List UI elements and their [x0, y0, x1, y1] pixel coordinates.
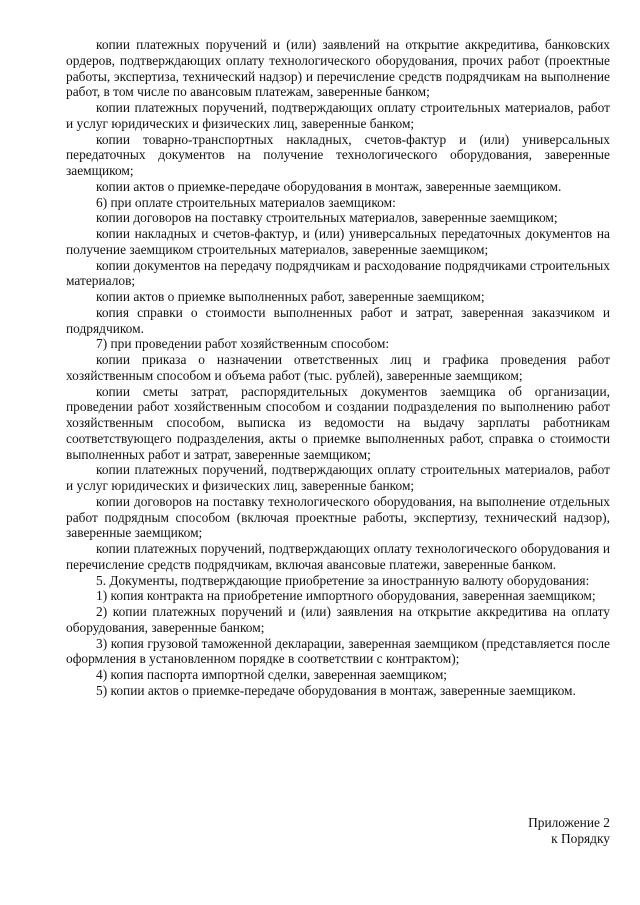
- appendix-caption: [528, 815, 610, 847]
- paragraph: копии платежных поручений и (или) заявлений на открытие аккредитива, банковских ордеров, подтверждающих оплату технологического оборудования, прочих работ (проектные работы, экспертиза, технический надзор) и перечисление средств подрядчикам на выполнение работ, в том числе по авансовым платежам, заверенные банком;: [66, 37, 610, 100]
- paragraph: копии договоров на поставку строительных материалов, заверенные заемщиком;: [96, 210, 558, 226]
- paragraph: копия справки о стоимости выполненных работ и затрат, заверенная заказчиком и подрядчиком.: [66, 304, 610, 336]
- paragraph: копии платежных поручений, подтверждающих оплату технологического оборудования и перечисление средств подрядчикам, включая авансовые платежи, заверенные банком.: [66, 541, 610, 572]
- paragraph: копии договоров на поставку технологического оборудования, на выполнение отдельных работ подрядным способом (включая проектные работы, экспертизу, технический надзор), заверенные заемщиком;: [66, 493, 610, 541]
- paragraph: 7) при проведении работ хозяйственным способом:: [96, 336, 390, 352]
- paragraph: 3) копия грузовой таможенной декларации, заверенная заемщиком (представляется после оформления в установленном порядке в соответствии с контрактом);: [66, 635, 610, 667]
- paragraph: 2) копии платежных поручений и (или) заявления на открытие аккредитива на оплату оборудования, заверенные банком;: [66, 604, 610, 635]
- paragraph: копии накладных и счетов-фактур, и (или) универсальных передаточных документов на получение заемщиком строительных материалов, заверенные заемщиком;: [66, 226, 610, 257]
- paragraph: копии платежных поручений, подтверждающих оплату строительных материалов, работ и услуг юридических и физических лиц, заверенные банком;: [66, 462, 610, 493]
- paragraph: копии приказа о назначении ответственных лиц и графика проведения работ хозяйственным способом и объема работ (тыс. рублей), заверенные заемщиком;: [66, 352, 610, 383]
- paragraph: 5) копии актов о приемке-передаче оборудования в монтаж, заверенные заемщиком.: [96, 682, 576, 698]
- paragraph: 6) при оплате строительных материалов заемщиком:: [96, 194, 396, 210]
- appendix-reference: к Порядку: [551, 831, 610, 846]
- paragraph: копии сметы затрат, распорядительных документов заемщика об организации, проведении работ хозяйственным способом и создании подразделения по выполнению работ хозяйственным способом, выписка из ведомости на выдачу зарплаты работникам соответствующего подразделения, акты о приемке выполненных работ, справка о стоимости выполненных работ и затрат, заверенные заемщиком;: [66, 383, 610, 462]
- paragraph: копии актов о приемке выполненных работ, заверенные заемщиком;: [96, 289, 485, 304]
- paragraph: 4) копия паспорта импортной сделки, заверенная заемщиком;: [96, 667, 448, 682]
- paragraph: копии актов о приемке-передаче оборудования в монтаж, заверенные заемщиком.: [96, 178, 562, 194]
- paragraph: 1) копия контракта на приобретение импортного оборудования, заверенная заемщиком;: [96, 588, 596, 604]
- paragraph: копии товарно-транспортных накладных, счетов-фактур и (или) универсальных передаточных документов на получение технологического оборудования, заверенные заемщиком;: [66, 131, 610, 178]
- paragraph: копии документов на передачу подрядчикам и расходование подрядчиками строительных материалов;: [66, 257, 610, 289]
- document-body: [66, 37, 610, 699]
- paragraph: 5. Документы, подтверждающие приобретение за иностранную валюту оборудования:: [96, 572, 590, 588]
- appendix-number: Приложение 2: [528, 815, 610, 830]
- paragraph: копии платежных поручений, подтверждающих оплату строительных материалов, работ и услуг юридических и физических лиц, заверенные банком;: [66, 100, 610, 131]
